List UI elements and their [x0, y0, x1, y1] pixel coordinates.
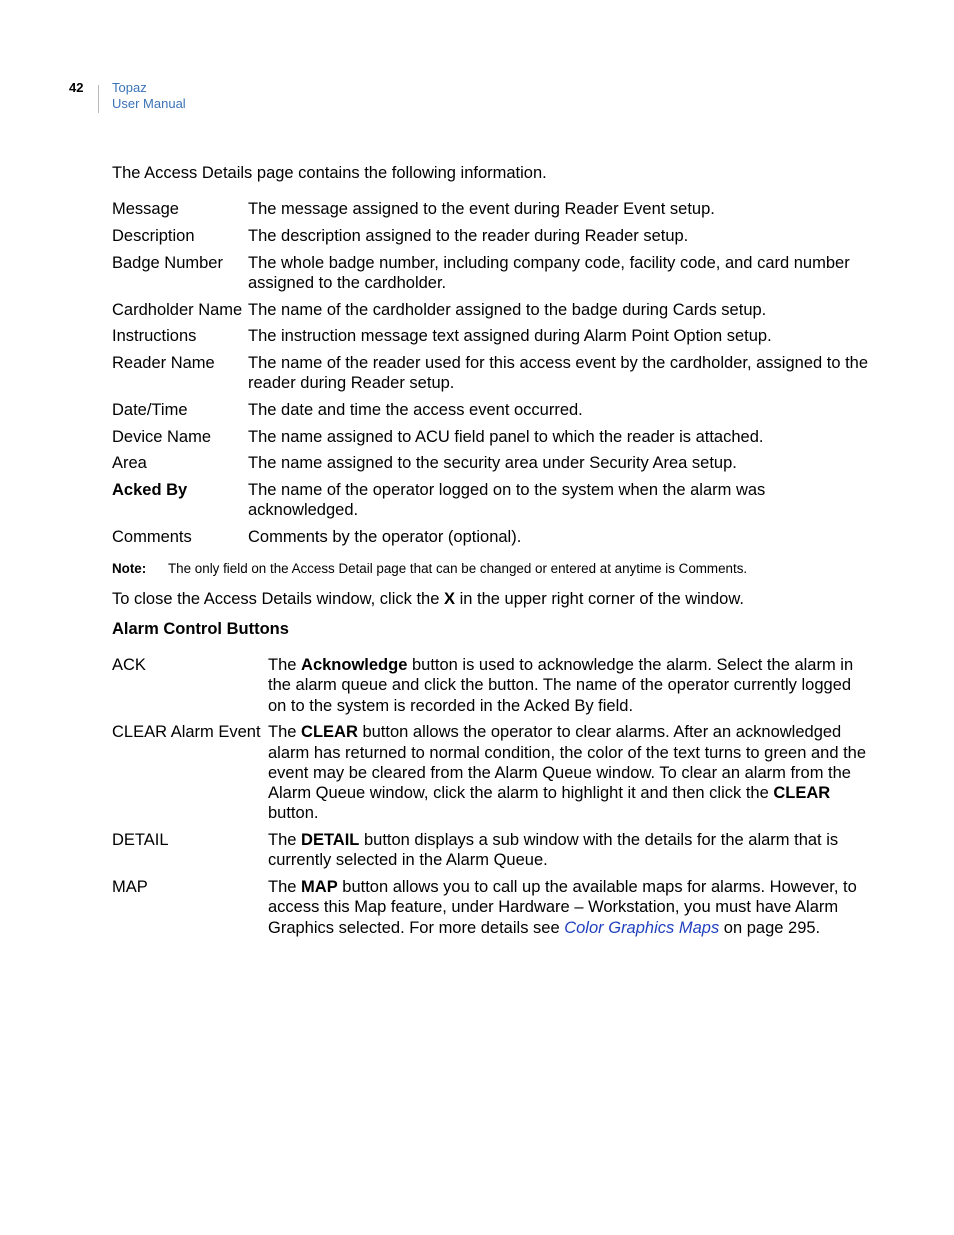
field-row-description — [112, 226, 872, 246]
field-description: The date and time the access event occurred. — [248, 401, 583, 420]
alarm-control-buttons-list — [112, 655, 872, 938]
close-key-label: X — [443, 590, 455, 609]
button-description — [268, 877, 872, 938]
description-bold: CLEAR — [773, 784, 831, 803]
button-row-map — [112, 877, 872, 938]
field-description: The instruction message text assigned during Alarm Point Option setup. — [248, 327, 772, 346]
field-term: Comments — [112, 528, 192, 547]
field-description: The name assigned to the security area under Security Area setup. — [248, 454, 737, 473]
description-text: button allows the operator to clear alarms. After an acknowledged alarm has returned to normal condition, the color of the text turns to green and the event may be cleared from the Alarm Queue window. To clear an alarm from the Alarm Queue window, click the alarm to highlight it and then click the — [268, 723, 867, 803]
button-term: MAP — [112, 878, 148, 897]
description-text: button allows you to call up the available maps for alarms. However, to access this Map feature, under Hardware – Workstation, you must have Alarm Graphics selected. For more details see — [268, 878, 857, 937]
field-description: The name assigned to ACU field panel to which the reader is attached. — [248, 427, 764, 446]
description-text: The — [268, 723, 302, 742]
field-term: Acked By — [112, 481, 188, 500]
description-bold: MAP — [301, 878, 338, 897]
field-description: The description assigned to the reader during Reader setup. — [248, 226, 689, 245]
field-row-comments — [112, 527, 872, 547]
section-heading: Alarm Control Buttons — [112, 619, 289, 638]
button-row-ack — [112, 655, 872, 716]
field-row-cardholder-name — [112, 300, 872, 320]
note-text: The only field on the Access Detail page that can be changed or entered at anytime is Comments. — [168, 561, 748, 577]
field-row-reader-name — [112, 353, 872, 394]
field-term: Device Name — [112, 427, 212, 446]
field-description: The whole badge number, including company code, facility code, and card number assigned to the cardholder. — [248, 253, 850, 292]
button-description — [268, 830, 872, 871]
description-bold: CLEAR — [301, 723, 358, 742]
field-description: The name of the operator logged on to the system when the alarm was acknowledged. — [248, 481, 766, 520]
field-row-badge-number — [112, 253, 872, 294]
field-description: The name of the reader used for this access event by the cardholder, assigned to the reader during Reader setup. — [248, 354, 869, 393]
close-instructions-text: To close the Access Details window, click the — [112, 590, 444, 609]
color-graphics-maps-link[interactable]: Color Graphics Maps — [564, 918, 720, 937]
header-divider — [98, 85, 99, 113]
field-term: Area — [112, 454, 147, 473]
field-term: Badge Number — [112, 253, 223, 272]
button-term: ACK — [112, 655, 146, 674]
description-text: button is used to acknowledge the alarm. Select the alarm in the alarm queue and click the button. The name of the operator currently logged on to the system is recorded in the Acked By field. — [268, 655, 854, 715]
button-description — [268, 722, 872, 823]
page-number: 42 — [69, 80, 84, 95]
field-description: The message assigned to the event during Reader Event setup. — [248, 200, 715, 219]
field-description: Comments by the operator (optional). — [248, 528, 522, 547]
field-row-instructions — [112, 326, 872, 346]
field-term: Message — [112, 200, 179, 219]
page-body — [112, 163, 872, 944]
button-description — [268, 655, 872, 716]
note-block — [112, 561, 872, 577]
field-row-date-time — [112, 400, 872, 420]
description-text: The — [268, 831, 302, 850]
manual-name: User Manual — [112, 96, 186, 111]
button-row-clear — [112, 722, 872, 823]
field-term: Description — [112, 226, 195, 245]
field-description: The name of the cardholder assigned to the badge during Cards setup. — [248, 300, 767, 319]
note-label: Note: — [112, 561, 147, 577]
field-term: Date/Time — [112, 401, 188, 420]
description-text: The — [268, 878, 302, 897]
access-details-field-list — [112, 199, 872, 547]
field-row-message — [112, 199, 872, 219]
intro-paragraph: The Access Details page contains the following information. — [112, 164, 547, 182]
button-term: DETAIL — [112, 831, 169, 850]
description-text: The — [268, 655, 302, 674]
field-term: Cardholder Name — [112, 300, 243, 319]
field-row-device-name — [112, 427, 872, 447]
description-text: button. — [268, 804, 319, 823]
running-header — [112, 80, 186, 112]
product-name: Topaz — [112, 80, 147, 95]
close-instructions-text: in the upper right corner of the window. — [455, 590, 744, 609]
field-row-area — [112, 453, 872, 473]
description-bold: Acknowledge — [301, 655, 408, 674]
button-row-detail — [112, 830, 872, 871]
field-term: Reader Name — [112, 354, 215, 373]
description-bold: DETAIL — [301, 831, 360, 850]
description-text: on page 295. — [719, 918, 821, 937]
close-instructions — [112, 589, 872, 609]
button-term: CLEAR Alarm Event — [112, 723, 261, 742]
description-text: button displays a sub window with the details for the alarm that is currently selected in the Alarm Queue. — [268, 831, 839, 870]
field-term: Instructions — [112, 327, 197, 346]
field-row-acked-by — [112, 480, 872, 521]
